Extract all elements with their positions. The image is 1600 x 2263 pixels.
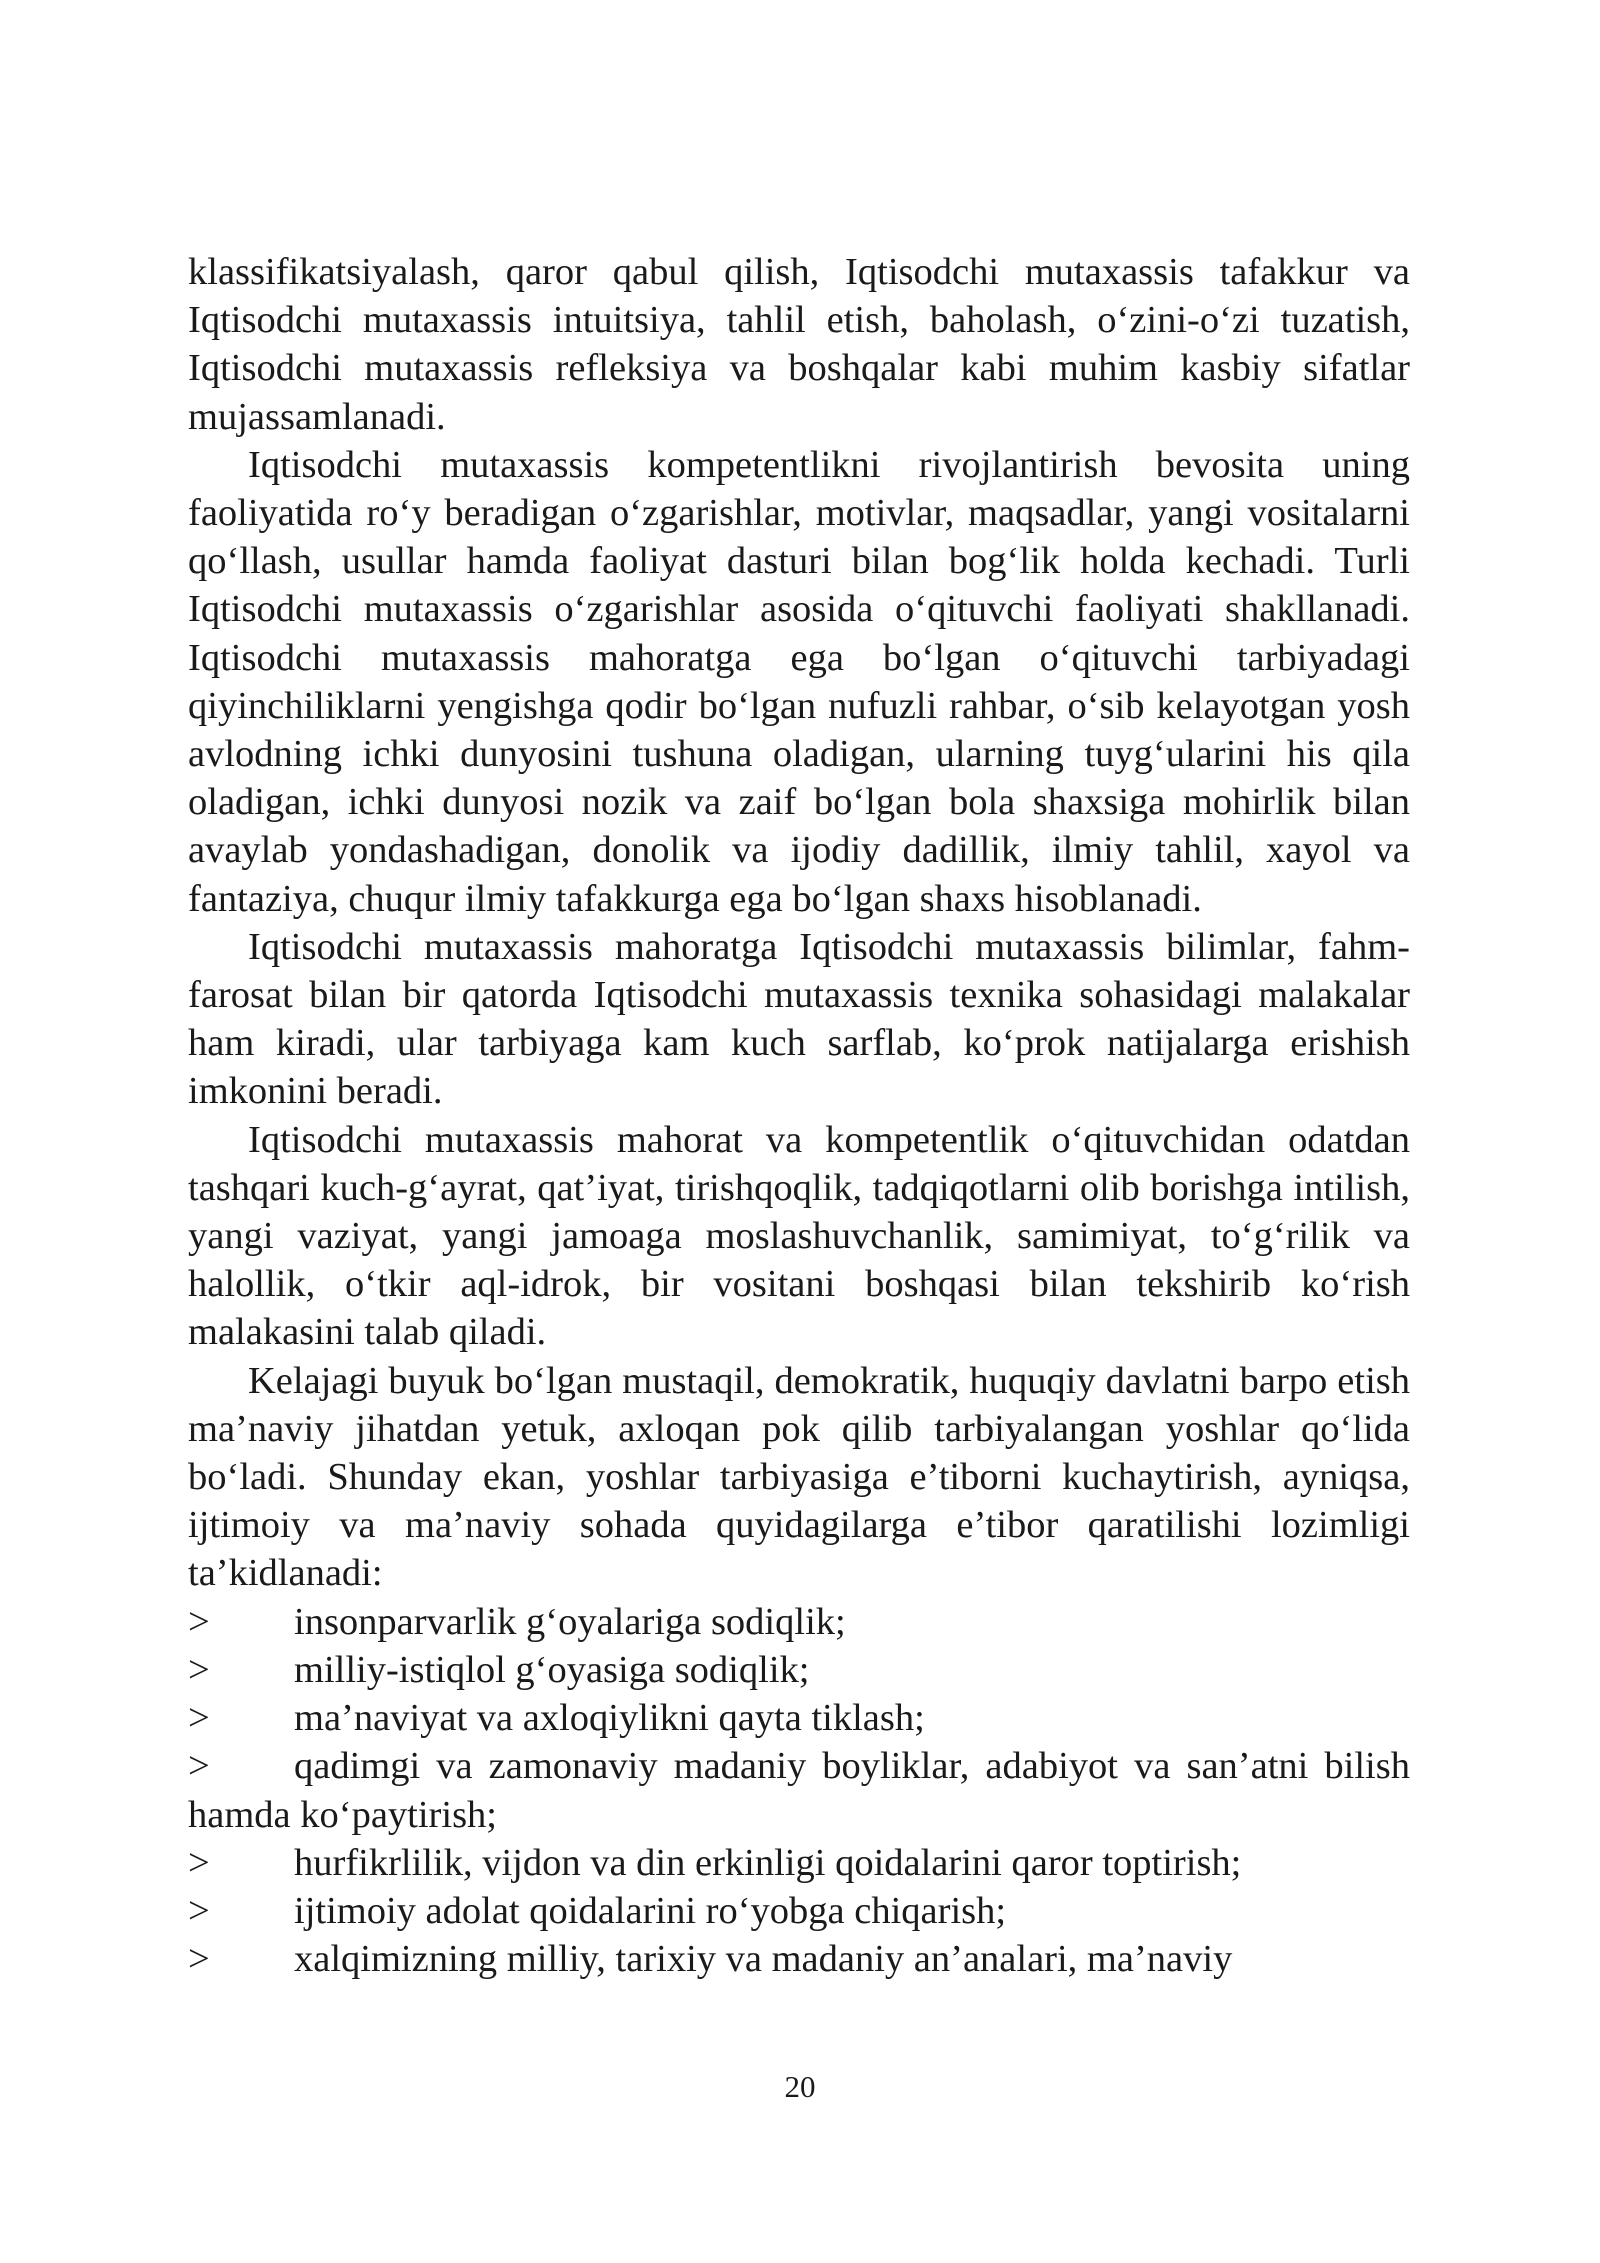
paragraph: Iqtisodchi mutaxassis mahoratga Iqtisodchi mutaxassis bilimlar, fahm-farosat bilan bir qatorda Iqtisodchi mutaxassis texnika sohasidagi malakalar ham kiradi, ular tarbiyaga kam kuch sarflab, ko‘prok natijalarga erishish imkonini beradi. xyxy=(188,925,1410,1113)
bullet-item xyxy=(188,1935,1410,1983)
bullet-marker: > xyxy=(188,1697,210,1740)
bullet-marker: > xyxy=(188,1648,210,1691)
bullet-item xyxy=(188,1887,1410,1935)
bullet-marker: > xyxy=(188,1600,210,1643)
paragraph: Kelajagi buyuk bo‘lgan mustaqil, demokratik, huquqiy davlatni barpo etish ma’naviy jihatdan yetuk, axloqan pok qilib tarbiyalangan yoshlar qo‘lida bo‘ladi. Shunday ekan, yoshlar tarbiyasiga e’tiborni kuchaytirish, ayniqsa, ijtimoiy va ma’naviy sohada quyidagilarga e’tibor qaratilishi lozimligi ta’kidlanadi: xyxy=(188,1359,1410,1595)
paragraph: Iqtisodchi mutaxassis kompetentlikni rivojlantirish bevosita uning faoliyatida ro‘y beradigan o‘zgarishlar, motivlar, maqsadlar, yangi vositalarni qo‘llash, usullar hamda faoliyat dasturi bilan bog‘lik holda kechadi. Turli Iqtisodchi mutaxassis o‘zgarishlar asosida o‘qituvchi faoliyati shakllanadi. Iqtisodchi mutaxassis mahoratga ega bo‘lgan o‘qituvchi tarbiyadagi qiyinchiliklarni yengishga qodir bo‘lgan nufuzli rahbar, o‘sib kelayotgan yosh avlodning ichki dunyosini tushuna oladigan, ularning tuyg‘ularini his qila oladigan, ichki dunyosi nozik va zaif bo‘lgan bola shaxsiga mohirlik bilan avaylab yondashadigan, donolik va ijodiy dadillik, ilmiy tahlil, xayol va fantaziya, chuqur ilmiy tafakkurga ega bo‘lgan shaxs hisoblanadi. xyxy=(188,443,1410,920)
bullet-item xyxy=(188,1694,1410,1742)
bullet-marker: > xyxy=(188,1889,210,1932)
bullet-item xyxy=(188,1646,1410,1694)
bullet-text: milliy-istiqlol g‘oyasiga sodiqlik; xyxy=(294,1648,810,1691)
bullet-text: insonparvarlik g‘oyalariga sodiqlik; xyxy=(294,1600,846,1643)
paragraph: Iqtisodchi mutaxassis mahorat va kompetentlik o‘qituvchidan odatdan tashqari kuch-g‘ayrat, qat’iyat, tirishqoqlik, tadqiqotlarni olib borishga intilish, yangi vaziyat, yangi jamoaga moslashuvchanlik, samimiyat, to‘g‘rilik va halollik, o‘tkir aql-idrok, bir vositani boshqasi bilan tekshirib ko‘rish malakasini talab qiladi. xyxy=(188,1118,1410,1354)
bullet-text: hurfikrlilik, vijdon va din erkinligi qoidalarini qaror toptirish; xyxy=(294,1841,1242,1884)
bullet-marker: > xyxy=(188,1938,210,1981)
bullet-text: xalqimizning milliy, tarixiy va madaniy an’analari, ma’naviy xyxy=(294,1938,1233,1981)
bullet-marker: > xyxy=(188,1841,210,1884)
bullet-text: qadimgi va zamonaviy madaniy boyliklar, adabiyot va san’atni bilish hamda ko‘paytirish; xyxy=(188,1745,1410,1836)
bullet-item xyxy=(188,1742,1410,1838)
bullet-text: ijtimoiy adolat qoidalarini ro‘yobga chiqarish; xyxy=(294,1889,1007,1932)
bullet-item xyxy=(188,1839,1410,1887)
bullet-item xyxy=(188,1598,1410,1646)
bullet-text: ma’naviyat va axloqiylikni qayta tiklash; xyxy=(294,1697,925,1740)
page-number: 20 xyxy=(784,2069,816,2104)
body-text xyxy=(188,248,1410,1983)
paragraph: klassifikatsiyalash, qaror qabul qilish, Iqtisodchi mutaxassis tafakkur va Iqtisodchi mutaxassis intuitsiya, tahlil etish, baholash, o‘zini-o‘zi tuzatish, Iqtisodchi mutaxassis refleksiya va boshqalar kabi muhim kasbiy sifatlar mujassamlanadi. xyxy=(188,251,1410,438)
bullet-marker: > xyxy=(188,1745,210,1788)
